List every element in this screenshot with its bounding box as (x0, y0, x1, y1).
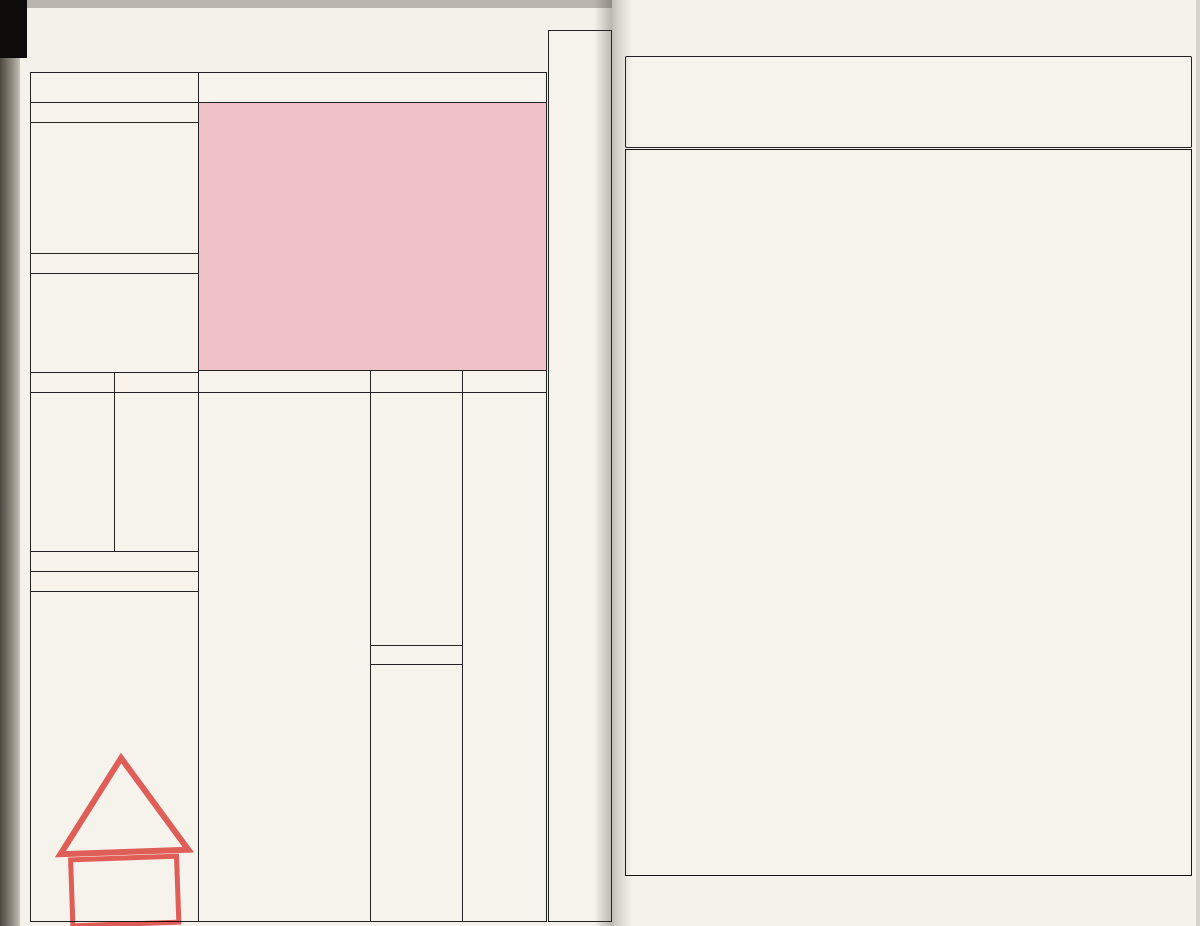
left-page-frame (30, 72, 547, 922)
year-detail-lines (551, 43, 609, 917)
date-columns (31, 393, 114, 551)
marriage-title-wrap (1177, 60, 1183, 142)
spring-ox-section (199, 393, 370, 921)
dimu-classic-title (462, 371, 546, 392)
annual-direction-compass-panel (199, 103, 546, 371)
song-and-notes-section (370, 393, 462, 921)
left-page (20, 8, 612, 926)
photo-right-edge (1196, 0, 1200, 926)
spring-ox-title (199, 371, 370, 392)
spring-ox-columns (199, 393, 370, 921)
direction-banner (199, 73, 546, 103)
section-new-year-incense-hours (31, 552, 198, 921)
dimu-classic-section (462, 393, 546, 921)
section-title (31, 103, 198, 123)
date-columns (31, 274, 198, 372)
date-columns (115, 393, 199, 551)
section-tianshe-tuwang (31, 373, 198, 552)
right-page (612, 0, 1198, 926)
zodiac-marriage-table (625, 149, 1192, 876)
section-title (115, 373, 199, 393)
date-columns (31, 123, 198, 253)
section-title-line1 (31, 552, 198, 572)
notes-title (371, 645, 462, 665)
left-sidebar (31, 103, 199, 921)
section-title-line2 (31, 572, 198, 592)
photo-left-edge (0, 0, 20, 926)
direction-compass (242, 105, 504, 367)
section-new-year-travel-days (31, 254, 198, 373)
dimu-columns (463, 393, 546, 921)
song-title (370, 371, 462, 392)
marriage-preface (634, 60, 1177, 142)
section-headers-row (199, 371, 546, 393)
notes-columns (371, 665, 462, 921)
year-spine-column (548, 30, 612, 922)
motto-banner (31, 73, 199, 103)
incense-hour-lines (31, 592, 198, 921)
tianshe-subsection (115, 373, 199, 551)
section-title (31, 254, 198, 274)
photo-dark-corner (0, 0, 27, 58)
section-title (31, 373, 114, 393)
section-body-row (199, 393, 546, 921)
song-columns (371, 393, 462, 645)
tuwang-subsection (31, 373, 115, 551)
marriage-header-box (625, 56, 1192, 148)
section-open-market-days (31, 103, 198, 254)
left-main-area (199, 103, 546, 921)
